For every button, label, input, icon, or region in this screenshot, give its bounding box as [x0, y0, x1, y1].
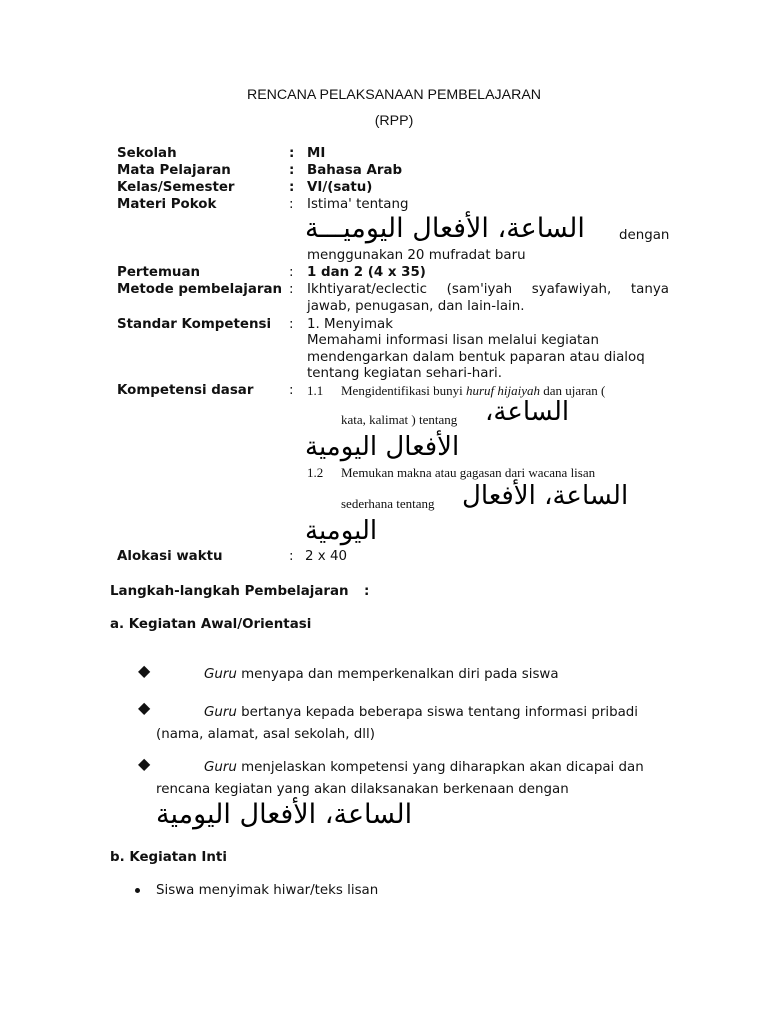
- sk-title: 1. Menyimak: [307, 317, 393, 332]
- kd1-arabic1: الساعة،: [485, 397, 570, 427]
- activity-item-2-line2: (nama, alamat, asal sekolah, dll): [156, 727, 375, 742]
- bullet-dot-icon: [135, 888, 140, 893]
- kelas-value: VI/(satu): [307, 180, 373, 195]
- activity-item-3-line2: rencana kegiatan yang akan dilaksanakan berkenaan dengan: [156, 782, 569, 797]
- metode-label: Metode pembelajaran: [117, 282, 283, 297]
- mapel-label: Mata Pelajaran: [117, 163, 231, 178]
- alokasi-colon: :: [289, 549, 294, 564]
- kd-colon: :: [289, 383, 294, 398]
- section-b-heading: b. Kegiatan Inti: [110, 850, 227, 865]
- kd1-post: dan ujaran (: [539, 383, 606, 398]
- kd1-number: 1.1: [307, 383, 324, 398]
- sekolah-label: Sekolah: [117, 146, 177, 161]
- activity-text: menyapa dan memperkenalkan diri pada siswa: [236, 667, 559, 682]
- materi-value: Istima' tentang: [307, 197, 409, 212]
- kd2-line1: Memukan makna atau gagasan dari wacana lisan: [341, 465, 596, 480]
- metode-line1: Ikhtiyarat/eclectic (sam'iyah syafawiyah, tanya: [307, 282, 669, 297]
- kd2-arabic2: اليومية: [305, 516, 378, 546]
- diamond-bullet-icon: ◆: [138, 754, 151, 773]
- diamond-bullet-icon: ◆: [138, 661, 151, 680]
- pertemuan-colon: :: [289, 265, 294, 280]
- kelas-colon: :: [289, 180, 295, 195]
- inti-item-1: Siswa menyimak hiwar/teks lisan: [156, 883, 379, 898]
- activity-item-3: [204, 759, 644, 776]
- sk-line1: Memahami informasi lisan melalui kegiatan: [307, 333, 599, 348]
- activity-text: menjelaskan kompetensi yang diharapkan akan dicapai dan: [236, 760, 644, 775]
- kelas-label: Kelas/Semester: [117, 180, 235, 195]
- diamond-bullet-icon: ◆: [138, 698, 151, 717]
- sk-line3: tentang kegiatan sehari-hari.: [307, 366, 502, 381]
- kd1-pre: Mengidentifikasi bunyi: [341, 383, 466, 398]
- sk-colon: :: [289, 317, 294, 332]
- materi-label: Materi Pokok: [117, 197, 217, 212]
- activity-subject: Guru: [204, 760, 237, 775]
- kd2-arabic1: الساعة، الأفعال: [462, 481, 629, 511]
- sekolah-colon: :: [289, 146, 295, 161]
- kd1-italic: huruf hijaiyah: [465, 383, 540, 398]
- langkah-heading: Langkah-langkah Pembelajaran: [110, 584, 349, 599]
- materi-line3: menggunakan 20 mufradat baru: [307, 248, 526, 263]
- materi-arabic: الساعة، الأفعال اليوميـــة: [305, 213, 585, 244]
- section-a-heading: a. Kegiatan Awal/Orientasi: [110, 617, 312, 632]
- kd-label: Kompetensi dasar: [117, 383, 254, 398]
- activity-item-2: [204, 704, 638, 721]
- sk-line2: mendengarkan dalam bentuk paparan atau dialoq: [307, 350, 645, 365]
- pertemuan-value: 1 dan 2 (4 x 35): [307, 265, 426, 280]
- document-subtitle: (RPP): [374, 113, 414, 129]
- kd1-line2: kata, kalimat ) tentang: [341, 412, 458, 427]
- activity-text: bertanya kepada beberapa siswa tentang informasi pribadi: [236, 705, 639, 720]
- activity-subject: Guru: [204, 667, 237, 682]
- materi-colon: :: [289, 197, 294, 212]
- pertemuan-label: Pertemuan: [117, 265, 201, 280]
- alokasi-label: Alokasi waktu: [117, 549, 223, 564]
- kd2-line2: sederhana tentang: [341, 496, 435, 511]
- activity-subject: Guru: [204, 705, 237, 720]
- sk-label: Standar Kompetensi: [117, 317, 272, 332]
- alokasi-value: 2 x 40: [305, 549, 347, 564]
- materi-dengan: dengan: [619, 228, 670, 243]
- activity-item-3-arabic: الساعة، الأفعال اليومية: [156, 799, 413, 830]
- kd2-number: 1.2: [307, 465, 324, 480]
- document-title: RENCANA PELAKSANAAN PEMBELAJARAN: [246, 87, 542, 103]
- mapel-colon: :: [289, 163, 295, 178]
- mapel-value: Bahasa Arab: [307, 163, 403, 178]
- kd1-arabic2: الأفعال اليومية: [305, 432, 460, 462]
- metode-colon: :: [289, 282, 294, 297]
- metode-line2: jawab, penugasan, dan lain-lain.: [307, 299, 525, 314]
- langkah-heading-colon: :: [364, 584, 370, 599]
- sekolah-value: MI: [307, 146, 326, 161]
- activity-item-1: [204, 666, 559, 683]
